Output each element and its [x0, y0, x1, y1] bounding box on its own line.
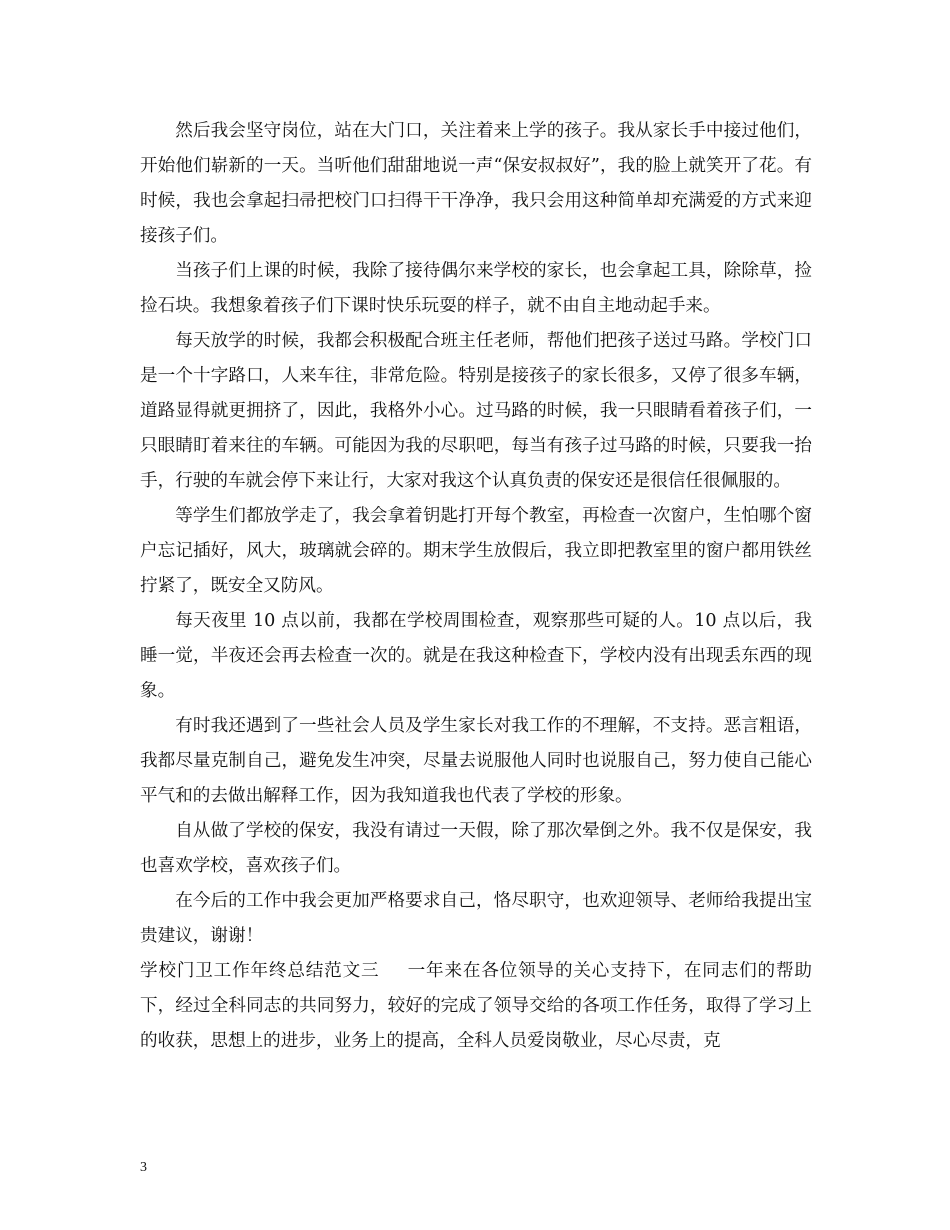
page-number: 3	[140, 1160, 147, 1175]
paragraph-no-leave: 自从做了学校的保安，我没有请过一天假，除了那次晕倒之外。我不仅是保安，我也喜欢学校，喜欢孩子们。	[140, 821, 812, 876]
document-body	[140, 114, 812, 1059]
paragraph-class-time: 当孩子们上课的时候，我除了接待偶尔来学校的家长，也会拿起工具，除除草，捡捡石块。我想象着孩子们下课时快乐玩耍的样子，就不由自主地动起手来。	[140, 261, 812, 316]
paragraph-window-check: 等学生们都放学走了，我会拿着钥匙打开每个教室，再检查一次窗户，生怕哪个窗户忘记插好，风大，玻璃就会碎的。期末学生放假后，我立即把教室里的窗户都用铁丝拧紧了，既安全又防风。	[140, 506, 812, 596]
paragraph-after-school: 每天放学的时候，我都会积极配合班主任老师，帮他们把孩子送过马路。学校门口是一个十字路口，人来车往，非常危险。特别是接孩子的家长很多，又停了很多车辆，道路显得就更拥挤了，因此，我格外小心。过马路的时候，我一只眼睛看着孩子们，一只眼睛盯着来往的车辆。可能因为我的尽职吧，每当有孩子过马路的时候，只要我一抬手，行驶的车就会停下来让行，大家对我这个认真负责的保安还是很信任很佩服的。	[140, 331, 812, 491]
paragraph-night-patrol: 每天夜里 10 点以前，我都在学校周围检查，观察那些可疑的人。10 点以后，我睡一觉，半夜还会再去检查一次的。就是在我这种检查下，学校内没有出现丢东西的现象。	[140, 611, 812, 701]
paragraph-misunderstanding: 有时我还遇到了一些社会人员及学生家长对我工作的不理解，不支持。恶言粗语，我都尽量克制自己，避免发生冲突，尽量去说服他人同时也说服自己，努力使自己能心平气和的去做出解释工作，因为我知道我也代表了学校的形象。	[140, 716, 812, 806]
section-text: 一年来在各位领导的关心支持下，在同志们的帮助下，经过全科同志的共同努力，较好的完成了领导交给的各项工作任务，取得了学习上的收获，思想上的进步，业务上的提高，全科人员爱岗敬业，尽心尽责，克	[140, 961, 812, 1051]
paragraph-guard-duty: 然后我会坚守岗位，站在大门口，关注着来上学的孩子。我从家长手中接过他们，开始他们崭新的一天。当听他们甜甜地说一声“保安叔叔好”，我的脸上就笑开了花。有时候，我也会拿起扫帚把校门口扫得干干净净，我只会用这种简单却充满爱的方式来迎接孩子们。	[140, 121, 812, 246]
section-heading: 学校门卫工作年终总结范文三	[140, 961, 380, 981]
paragraph-closing: 在今后的工作中我会更加严格要求自己，恪尽职守，也欢迎领导、老师给我提出宝贵建议，谢谢！	[140, 891, 812, 946]
section-three	[140, 954, 812, 1059]
